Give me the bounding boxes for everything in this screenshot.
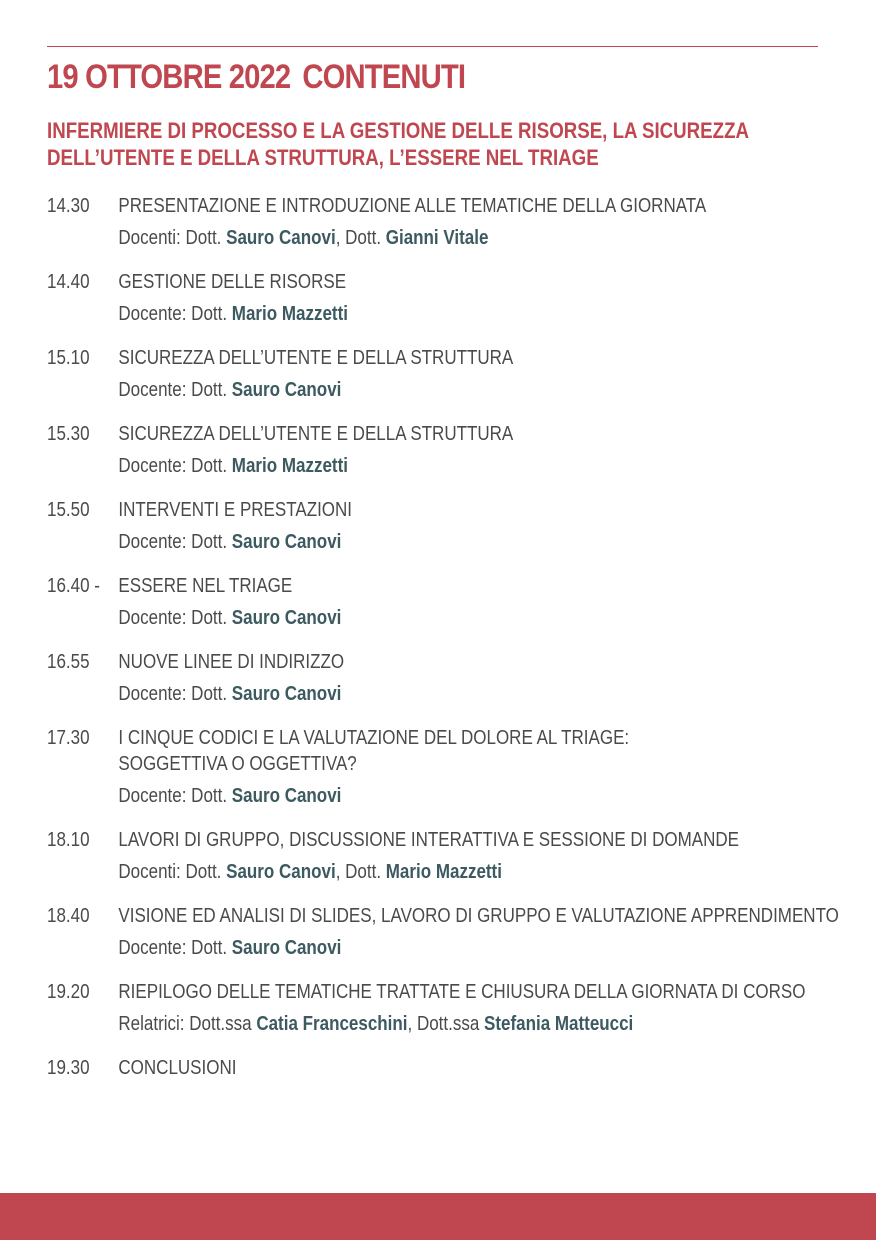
schedule-time: 19.30: [47, 1057, 90, 1079]
speaker-name: Sauro Canovi: [231, 379, 342, 401]
schedule-time: 15.30: [47, 423, 90, 445]
schedule-topic: [118, 345, 513, 371]
schedule-time: 18.40: [47, 905, 90, 927]
schedule-topic: [118, 421, 513, 447]
schedule-topic-line: ESSERE NEL TRIAGE: [118, 575, 293, 597]
speaker-name: Sauro Canovi: [226, 861, 336, 883]
speaker-role: Docenti: Dott.: [118, 227, 227, 249]
schedule-speaker: [118, 605, 341, 631]
schedule-topic: [118, 573, 292, 599]
schedule-speaker: [118, 681, 341, 707]
schedule-speaker: [118, 529, 341, 555]
speaker-role: Docente: Dott.: [118, 455, 232, 477]
schedule-speaker: [118, 859, 502, 885]
speaker-name: Mario Mazzetti: [231, 455, 348, 477]
schedule-speaker: [118, 377, 341, 403]
schedule-time: 15.50: [47, 499, 90, 521]
speaker-role: Docente: Dott.: [118, 785, 232, 807]
speaker-name: Mario Mazzetti: [385, 861, 502, 883]
schedule-speaker: [118, 1011, 633, 1037]
schedule-time: 17.30: [47, 727, 90, 749]
schedule-topic: [118, 497, 352, 523]
speaker-role: Docente: Dott.: [118, 531, 232, 553]
schedule-topic: [118, 193, 706, 219]
speaker-role: Docente: Dott.: [118, 683, 232, 705]
schedule-topic: [118, 903, 838, 929]
schedule-topic: [118, 269, 346, 295]
speaker-name: Sauro Canovi: [231, 937, 342, 959]
schedule-topic-line: SICUREZZA DELL’UTENTE E DELLA STRUTTURA: [118, 423, 514, 445]
schedule-time: 18.10: [47, 829, 90, 851]
page-title: [47, 58, 465, 97]
footer-band: [0, 1193, 876, 1240]
schedule-topic-line: VISIONE ED ANALISI DI SLIDES, LAVORO DI GRUPPO E VALUTAZIONE APPRENDIMENTO: [118, 905, 839, 927]
schedule-time: 14.30: [47, 195, 90, 217]
speaker-role: Docente: Dott.: [118, 303, 232, 325]
speaker-name: Sauro Canovi: [226, 227, 336, 249]
schedule-topic-line: I CINQUE CODICI E LA VALUTAZIONE DEL DOLORE AL TRIAGE:: [118, 727, 630, 749]
speaker-name: Gianni Vitale: [385, 227, 489, 249]
subtitle-line-1: INFERMIERE DI PROCESSO E LA GESTIONE DELLE RISORSE, LA SICUREZZA: [47, 118, 750, 143]
schedule-topic-line: SOGGETTIVA O OGGETTIVA?: [118, 753, 357, 775]
schedule-topic-line: PRESENTAZIONE E INTRODUZIONE ALLE TEMATICHE DELLA GIORNATA: [118, 195, 707, 217]
schedule-time: 16.55: [47, 651, 90, 673]
schedule-topic-line: LAVORI DI GRUPPO, DISCUSSIONE INTERATTIVA E SESSIONE DI DOMANDE: [118, 829, 740, 851]
speaker-name: Mario Mazzetti: [231, 303, 348, 325]
speaker-role: , Dott.ssa: [407, 1013, 485, 1035]
speaker-role: Docenti: Dott.: [118, 861, 227, 883]
schedule-topic: [118, 649, 344, 675]
schedule-topic: [118, 979, 805, 1005]
schedule-topic-line: NUOVE LINEE DI INDIRIZZO: [118, 651, 345, 673]
schedule-topic-line: GESTIONE DELLE RISORSE: [118, 271, 347, 293]
speaker-role: Docente: Dott.: [118, 607, 232, 629]
title-label: CONTENUTI: [302, 58, 466, 96]
schedule-topic: [118, 827, 739, 853]
schedule-topic-line: SICUREZZA DELL’UTENTE E DELLA STRUTTURA: [118, 347, 514, 369]
speaker-role: Docente: Dott.: [118, 937, 232, 959]
schedule-time: 19.20: [47, 981, 90, 1003]
schedule-time: 16.40 -: [47, 575, 100, 597]
top-divider: [47, 46, 818, 47]
schedule-topic: [118, 1055, 236, 1081]
schedule-time: 14.40: [47, 271, 90, 293]
schedule-speaker: [118, 225, 488, 251]
schedule-topic-line: CONCLUSIONI: [118, 1057, 237, 1079]
speaker-role: , Dott.: [335, 227, 386, 249]
page-subtitle: [47, 117, 795, 171]
schedule-topic: [118, 725, 629, 777]
speaker-role: , Dott.: [335, 861, 386, 883]
schedule-speaker: [118, 453, 348, 479]
speaker-name: Stefania Matteucci: [484, 1013, 634, 1035]
speaker-name: Sauro Canovi: [231, 531, 342, 553]
schedule-speaker: [118, 935, 341, 961]
speaker-role: Relatrici: Dott.ssa: [118, 1013, 257, 1035]
schedule-topic-line: INTERVENTI E PRESTAZIONI: [118, 499, 353, 521]
speaker-role: Docente: Dott.: [118, 379, 232, 401]
speaker-name: Sauro Canovi: [231, 785, 342, 807]
schedule-speaker: [118, 783, 341, 809]
speaker-name: Sauro Canovi: [231, 607, 342, 629]
subtitle-line-2: DELL’UTENTE E DELLA STRUTTURA, L’ESSERE NEL TRIAGE: [47, 145, 599, 170]
title-date: 19 OTTOBRE 2022: [47, 58, 291, 96]
speaker-name: Catia Franceschini: [256, 1013, 408, 1035]
schedule-time: 15.10: [47, 347, 90, 369]
speaker-name: Sauro Canovi: [231, 683, 342, 705]
schedule-topic-line: RIEPILOGO DELLE TEMATICHE TRATTATE E CHIUSURA DELLA GIORNATA DI CORSO: [118, 981, 806, 1003]
schedule-speaker: [118, 301, 348, 327]
